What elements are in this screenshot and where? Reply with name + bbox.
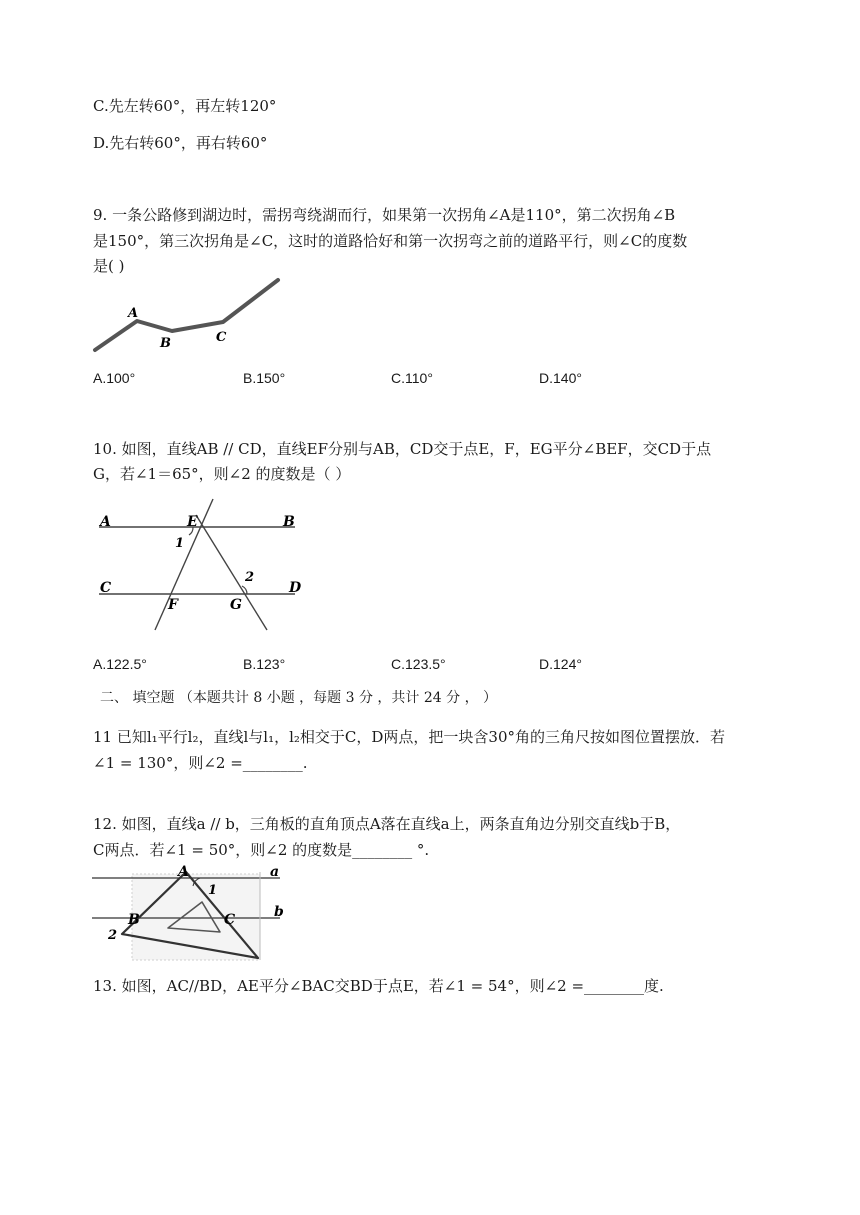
q10-parallel-lines-figure bbox=[95, 495, 310, 635]
q11-text-line2: ∠1 = 130°，则∠2 =________. bbox=[93, 754, 308, 772]
q8-option-c: C.先左转60°，再左转120° bbox=[93, 97, 277, 115]
q9-text-line1: 9. 一条公路修到湖边时，需拐弯绕湖而行，如果第一次拐角∠A是110°，第二次拐角∠B bbox=[93, 206, 676, 224]
q9-road-figure bbox=[90, 275, 290, 360]
q12-label-line-a: a bbox=[270, 864, 280, 880]
q12-label-a: A bbox=[178, 864, 189, 880]
q10-text-line2: G，若∠1＝65°，则∠2 的度数是（ ） bbox=[93, 465, 351, 483]
q12-label-angle2: 2 bbox=[108, 928, 118, 943]
q10-label-angle2: 2 bbox=[245, 570, 255, 585]
q8-option-d: D.先右转60°，再右转60° bbox=[93, 134, 268, 152]
q9-label-a: A bbox=[128, 306, 139, 321]
section-heading-fill-in: 二、 填空题 （本题共计 8 小题 ，每题 3 分 ，共计 24 分 ， ） bbox=[100, 690, 498, 706]
q10-option-d: D.124° bbox=[539, 656, 582, 672]
q10-label-g: G bbox=[230, 597, 242, 613]
q10-label-e: E bbox=[187, 514, 198, 530]
q11-text-line1: 11 已知l₁平行l₂，直线l与l₁，l₂相交于C，D两点，把一块含30°角的三角尺按如图位置摆放．若 bbox=[93, 728, 725, 746]
q12-label-c: C bbox=[224, 912, 236, 928]
q10-label-angle1: 1 bbox=[175, 536, 185, 551]
q10-text-line1: 10. 如图，直线AB // CD，直线EF分别与AB，CD交于点E，F，EG平分∠BEF，交CD于点 bbox=[93, 440, 712, 458]
q9-text-line3: 是( ) bbox=[93, 257, 125, 275]
q13-text-line1: 13. 如图，AC//BD，AE平分∠BAC交BD于点E，若∠1 = 54°，则∠2 =________度. bbox=[93, 977, 664, 995]
q12-label-line-b: b bbox=[274, 904, 284, 920]
q10-option-a: A.122.5° bbox=[93, 656, 147, 672]
q9-label-b: B bbox=[160, 336, 171, 351]
q12-text-line2: C两点．若∠1 = 50°，则∠2 的度数是________ °. bbox=[93, 841, 430, 859]
q10-label-b: B bbox=[283, 514, 295, 530]
q10-option-b: B.123° bbox=[243, 656, 286, 672]
q9-option-b: B.150° bbox=[243, 370, 286, 386]
q12-triangle-figure bbox=[92, 862, 297, 964]
q12-label-b: B bbox=[128, 912, 140, 928]
q12-text-line1: 12. 如图，直线a // b，三角板的直角顶点A落在直线a上，两条直角边分别交直线b于B， bbox=[93, 815, 681, 833]
q9-text-line2: 是150°，第三次拐角是∠C，这时的道路恰好和第一次拐弯之前的道路平行，则∠C的度数 bbox=[93, 232, 688, 250]
q9-label-c: C bbox=[216, 330, 227, 345]
q10-label-c: C bbox=[100, 580, 112, 596]
q10-label-f: F bbox=[168, 597, 178, 613]
q9-option-c: C.110° bbox=[391, 370, 433, 386]
q9-option-d: D.140° bbox=[539, 370, 582, 386]
q12-label-angle1: 1 bbox=[208, 883, 218, 898]
q10-label-d: D bbox=[289, 580, 302, 596]
q10-option-c: C.123.5° bbox=[391, 656, 446, 672]
q10-label-a: A bbox=[100, 514, 111, 530]
q9-option-a: A.100° bbox=[93, 370, 136, 386]
